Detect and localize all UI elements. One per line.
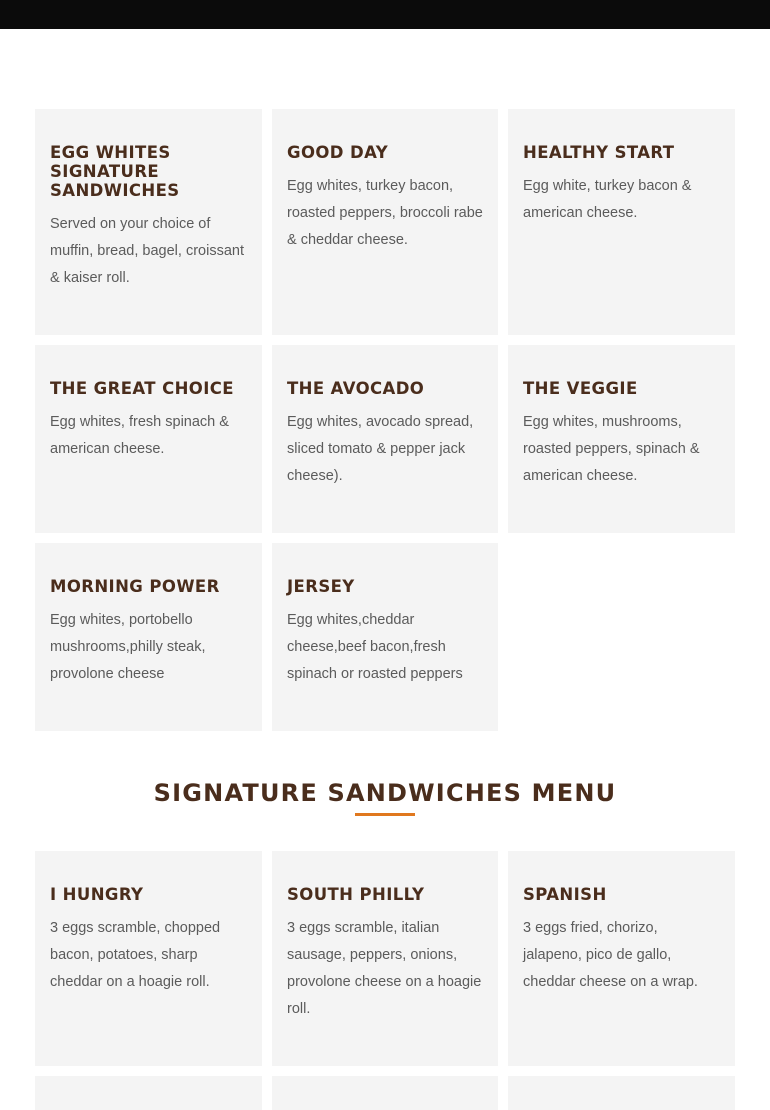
card-title: THE GREAT CHOICE xyxy=(50,379,234,398)
card-description: 3 eggs scramble, chopped bacon, potatoes, sharp cheddar on a hoagie roll. xyxy=(50,920,221,990)
menu-card xyxy=(272,851,498,1066)
menu-card-partial xyxy=(35,1076,262,1110)
card-description: Egg whites,cheddar cheese,beef bacon,fresh spinach or roasted peppers xyxy=(287,612,463,682)
card-title: THE VEGGIE xyxy=(523,379,638,398)
card-description: Served on your choice of muffin, bread, bagel, croissant & kaiser roll. xyxy=(50,216,244,286)
menu-card-partial xyxy=(272,1076,498,1110)
heading-underline xyxy=(355,813,415,816)
card-description: 3 eggs fried, chorizo, jalapeno, pico de gallo, cheddar cheese on a wrap. xyxy=(523,920,698,990)
card-title: GOOD DAY xyxy=(287,143,389,162)
menu-card xyxy=(35,851,262,1066)
card-title: SPANISH xyxy=(523,885,607,904)
card-description: Egg whites, portobello mushrooms,philly steak, provolone cheese xyxy=(50,612,206,682)
top-nav-bar xyxy=(0,0,770,29)
menu-card-partial xyxy=(508,1076,735,1110)
menu-card xyxy=(272,345,498,533)
menu-card xyxy=(35,109,262,335)
card-title: SOUTH PHILLY xyxy=(287,885,425,904)
card-title: JERSEY xyxy=(287,577,355,596)
card-title: THE AVOCADO xyxy=(287,379,425,398)
card-description: 3 eggs scramble, italian sausage, peppers, onions, provolone cheese on a hoagie roll. xyxy=(287,920,482,1017)
card-description: Egg whites, turkey bacon, roasted peppers, broccoli rabe & cheddar cheese. xyxy=(287,178,483,248)
menu-card xyxy=(35,345,262,533)
menu-card xyxy=(272,543,498,731)
card-description: Egg whites, avocado spread, sliced tomato & pepper jack cheese). xyxy=(287,414,474,484)
menu-card xyxy=(508,851,735,1066)
card-description: Egg whites, mushrooms, roasted peppers, spinach & american cheese. xyxy=(523,414,700,484)
card-description: Egg whites, fresh spinach & american cheese. xyxy=(50,414,229,457)
menu-card xyxy=(508,109,735,335)
card-title: EGG WHITES SIGNATURE SANDWICHES xyxy=(50,143,180,200)
menu-card xyxy=(272,109,498,335)
menu-card xyxy=(508,345,735,533)
card-title: I HUNGRY xyxy=(50,885,144,904)
section-heading: SIGNATURE SANDWICHES MENU xyxy=(153,779,617,807)
menu-card xyxy=(35,543,262,731)
card-title: HEALTHY START xyxy=(523,143,675,162)
card-title: MORNING POWER xyxy=(50,577,220,596)
card-description: Egg white, turkey bacon & american cheese. xyxy=(523,178,692,221)
